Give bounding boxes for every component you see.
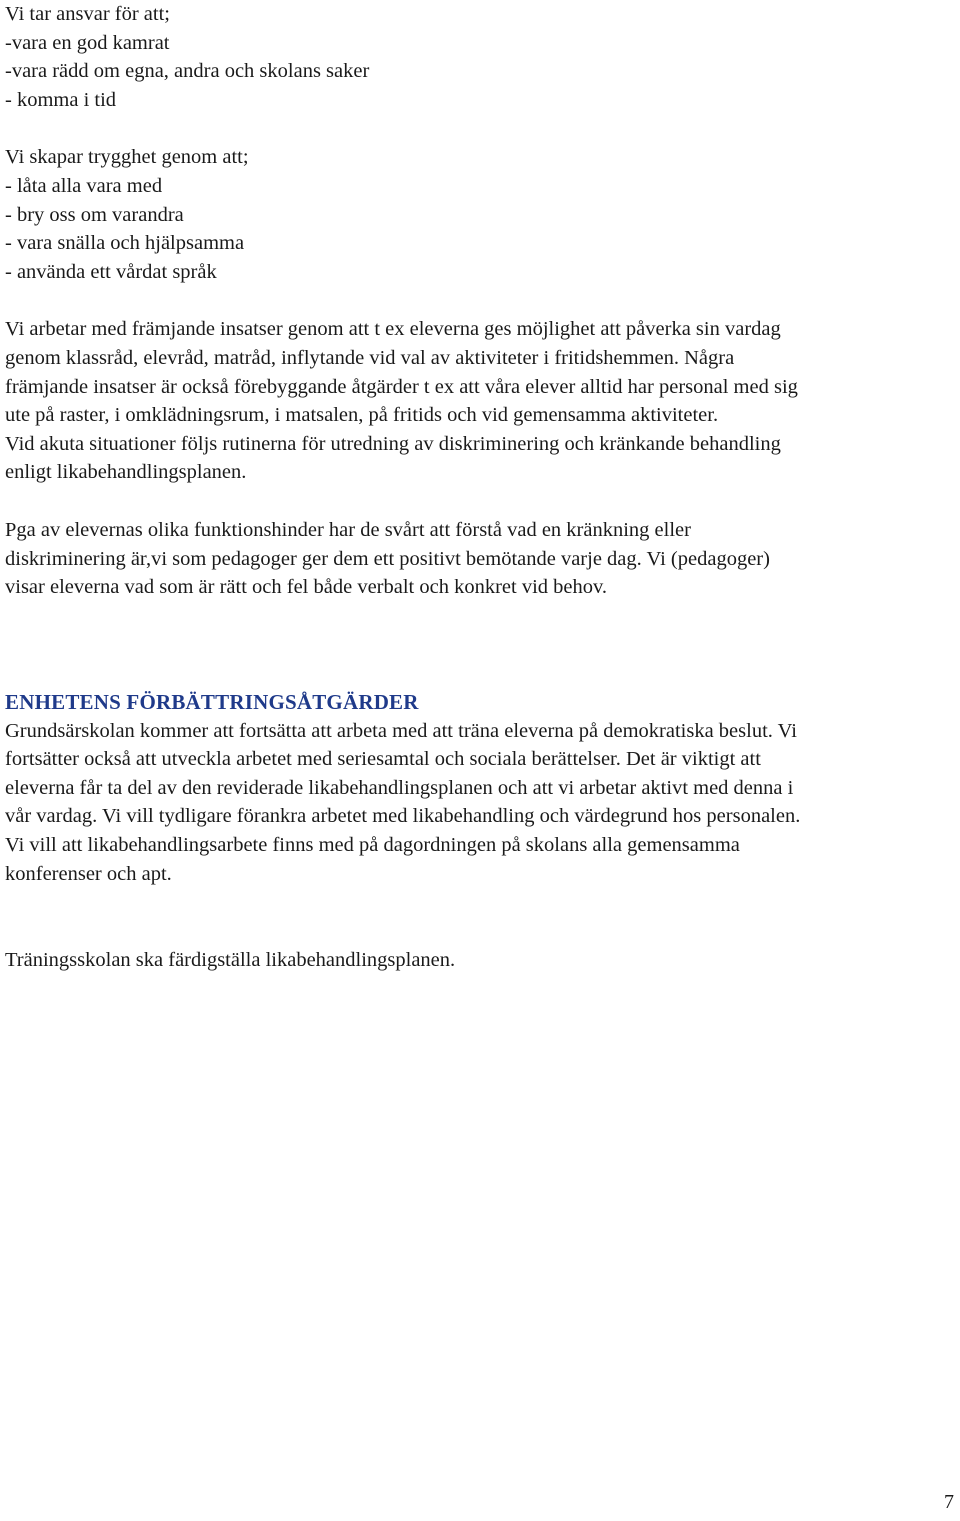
paragraph-line: Vi arbetar med främjande insatser genom att t ex eleverna ges möjlighet att påverka sin vardag [5, 318, 781, 341]
paragraph-line: Grundsärskolan kommer att fortsätta att arbeta med att träna eleverna på demokratiska beslut. Vi [5, 719, 797, 742]
paragraph-line: diskriminering är,vi som pedagoger ger dem ett positivt bemötande varje dag. Vi (pedagoger) [5, 547, 770, 570]
safety-item: - låta alla vara med [5, 174, 163, 197]
document-page [5, 0, 960, 975]
responsibility-list [5, 0, 960, 114]
safety-intro: Vi skapar trygghet genom att; [5, 146, 249, 169]
spacer [5, 602, 960, 687]
paragraph-line: enligt likabehandlingsplanen. [5, 461, 247, 484]
paragraph-line: eleverna får ta del av den reviderade likabehandlingsplanen och att vi arbetar aktivt med denna i [5, 776, 794, 799]
paragraph-line: fortsätter också att utveckla arbetet med seriesamtal och sociala berättelser. Det är viktigt att [5, 748, 761, 771]
paragraph-line: konferenser och apt. [5, 862, 172, 885]
promotion-paragraph [5, 315, 960, 487]
paragraph-line: Vi vill att likabehandlingsarbete finns med på dagordningen på skolans alla gemensamma [5, 834, 740, 857]
paragraph-line: genom klassråd, elevråd, matråd, inflytande vid val av aktiviteter i fritidshemmen. Några [5, 346, 735, 369]
safety-item: - vara snälla och hjälpsamma [5, 232, 245, 255]
safety-list [5, 143, 960, 286]
paragraph-line: visar eleverna vad som är rätt och fel både verbalt och konkret vid behov. [5, 576, 608, 599]
spacer [5, 487, 960, 516]
responsibility-intro: Vi tar ansvar för att; [5, 3, 170, 25]
paragraph-line: Vid akuta situationer följs rutinerna för utredning av diskriminering och kränkande behandling [5, 432, 781, 455]
paragraph-line: främjande insatser är också förebyggande åtgärder t ex att våra elever alltid har personal med sig [5, 375, 798, 398]
paragraph-line: Pga av elevernas olika funktionshinder har de svårt att förstå vad en kränkning eller [5, 518, 691, 541]
responsibility-item: - komma i tid [5, 88, 117, 111]
improvements-paragraph [5, 717, 960, 889]
training-school-note: Träningsskolan ska färdigställa likabehandlingsplanen. [5, 949, 456, 972]
section-heading: ENHETENS FÖRBÄTTRINGSÅTGÄRDER [5, 689, 419, 714]
paragraph-line: ute på raster, i omklädningsrum, i matsalen, på fritids och vid gemensamma aktiviteter. [5, 404, 719, 427]
responsibility-item: -vara rädd om egna, andra och skolans saker [5, 60, 370, 83]
safety-item: - bry oss om varandra [5, 203, 184, 226]
responsibility-item: -vara en god kamrat [5, 31, 170, 54]
spacer [5, 286, 960, 315]
spacer [5, 888, 960, 946]
spacer [5, 114, 960, 143]
safety-item: - använda ett vårdat språk [5, 260, 217, 283]
paragraph-line: vår vardag. Vi vill tydligare förankra arbetet med likabehandling och värdegrund hos personalen. [5, 805, 801, 828]
disabilities-paragraph [5, 516, 960, 602]
page-number: 7 [944, 1491, 954, 1513]
